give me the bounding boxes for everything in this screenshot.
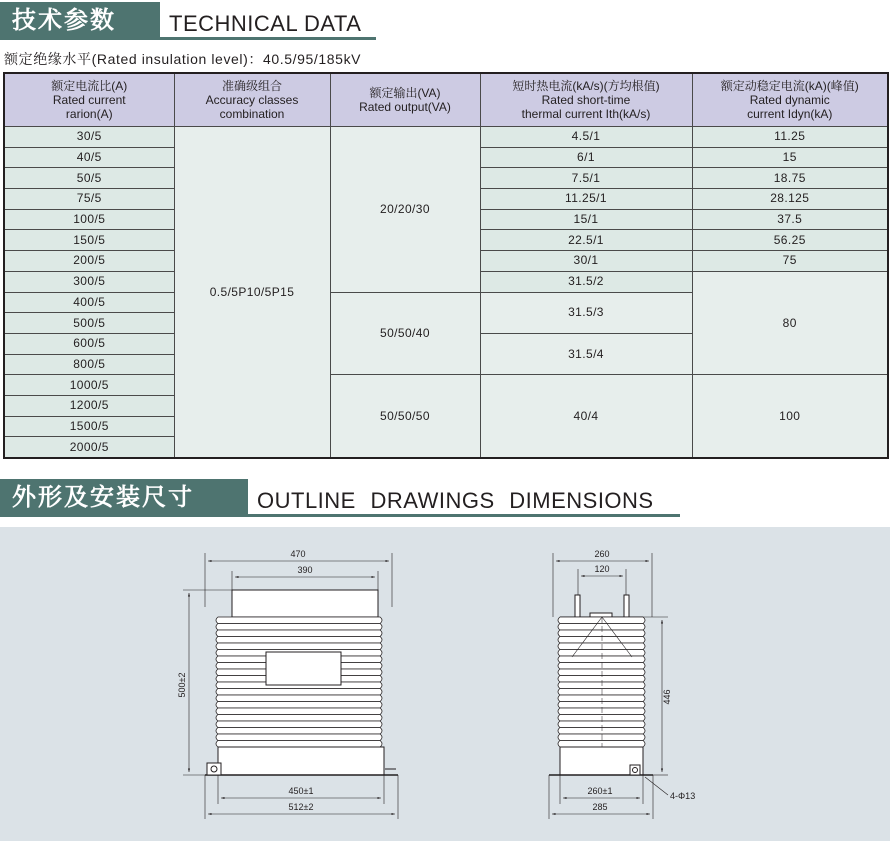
front-rib: [216, 695, 382, 702]
ratio-cell: 100/5: [4, 209, 174, 230]
front-dim-mount: 450±1: [288, 786, 314, 796]
ratio-cell: 40/5: [4, 147, 174, 168]
thermal-cell: 31.5/4: [480, 333, 692, 374]
output-cell: 50/50/50: [330, 375, 480, 458]
thermal-cell: 31.5/2: [480, 271, 692, 292]
front-rib: [216, 741, 382, 748]
technical-data-table: [3, 72, 889, 459]
side-dim-width: 260: [594, 549, 610, 559]
dynamic-cell: 80: [692, 271, 888, 374]
side-rib: [558, 630, 645, 637]
side-dim-mount: 260±1: [587, 786, 613, 796]
header-output: 额定输出(VA) Rated output(VA): [330, 73, 480, 127]
side-rib: [558, 715, 645, 722]
ratio-cell: 800/5: [4, 354, 174, 375]
outline-drawings-header: [0, 479, 684, 517]
outline-drawings-panel: [0, 527, 890, 841]
side-corrugated-body: [558, 617, 645, 747]
side-rib: [558, 650, 645, 657]
side-rib: [558, 624, 645, 631]
technical-data-header: [0, 2, 380, 40]
thermal-cell: 6/1: [480, 147, 692, 168]
thermal-cell: 15/1: [480, 209, 692, 230]
side-terminal-left: [575, 595, 580, 617]
front-base: [218, 747, 384, 775]
section-title-en: OUTLINE DRAWINGS DIMENSIONS: [257, 488, 654, 513]
front-view-drawing: [183, 553, 398, 819]
side-rib: [558, 637, 645, 644]
front-dim-base: 512±2: [288, 802, 314, 812]
side-hole-leader: [645, 777, 668, 795]
output-cell: 20/20/30: [330, 127, 480, 293]
front-rib: [216, 643, 382, 650]
front-terminal-window: [266, 652, 341, 685]
insulation-level: 额定绝缘水平(Rated insulation level)：40.5/95/185kV: [4, 51, 362, 67]
output-cell: 50/50/40: [330, 292, 480, 375]
front-rib: [216, 689, 382, 696]
front-ground-terminal: [207, 763, 221, 775]
dynamic-cell: 100: [692, 375, 888, 458]
ratio-cell: 30/5: [4, 127, 174, 148]
side-rib: [558, 734, 645, 741]
ratio-cell: 1500/5: [4, 416, 174, 437]
ratio-cell: 2000/5: [4, 437, 174, 458]
ratio-cell: 300/5: [4, 271, 174, 292]
header-dynamic: 额定动稳定电流(kA)(峰值) Rated dynamic current Idyn(kA): [692, 73, 888, 127]
table-row: [4, 375, 888, 396]
dynamic-cell: 28.125: [692, 189, 888, 210]
side-dim-base: 285: [592, 802, 608, 812]
thermal-cell: 22.5/1: [480, 230, 692, 251]
dynamic-cell: 11.25: [692, 127, 888, 148]
side-rib: [558, 676, 645, 683]
accuracy-cell: 0.5/5P10/5P15: [174, 127, 330, 459]
table-row: [4, 127, 888, 148]
side-rib: [558, 669, 645, 676]
side-rib: [558, 721, 645, 728]
header-current-ratio: 额定电流比(A) Rated current rarion(A): [4, 73, 174, 127]
thermal-cell: 31.5/3: [480, 292, 692, 333]
front-rib: [216, 637, 382, 644]
dynamic-cell: 56.25: [692, 230, 888, 251]
front-rib: [216, 715, 382, 722]
ratio-cell: 150/5: [4, 230, 174, 251]
front-rib: [216, 708, 382, 715]
thermal-cell: 30/1: [480, 251, 692, 272]
front-rib: [216, 702, 382, 709]
front-rib: [216, 617, 382, 624]
side-rib: [558, 663, 645, 670]
side-rib: [558, 682, 645, 689]
front-dim-height: 500±2: [177, 672, 187, 698]
front-rib: [216, 734, 382, 741]
ratio-cell: 600/5: [4, 333, 174, 354]
front-rib: [216, 630, 382, 637]
ratio-cell: 200/5: [4, 251, 174, 272]
side-rib: [558, 689, 645, 696]
side-view-drawing: [549, 553, 668, 819]
section-title-en: TECHNICAL DATA: [169, 11, 362, 36]
side-rib: [558, 643, 645, 650]
table-header-row: [4, 73, 888, 127]
thermal-cell: 7.5/1: [480, 168, 692, 189]
thermal-cell: 40/4: [480, 375, 692, 458]
section-title-zh: 外形及安装尺寸: [0, 479, 248, 517]
side-dim-inner: 120: [594, 564, 610, 574]
front-top-cap: [232, 590, 378, 617]
ratio-cell: 75/5: [4, 189, 174, 210]
dynamic-cell: 18.75: [692, 168, 888, 189]
side-hole-spec: 4-Φ13: [670, 791, 696, 801]
front-dim-width: 470: [290, 549, 306, 559]
section-title-zh: 技术参数: [0, 2, 160, 40]
side-dim-height: 446: [662, 689, 672, 705]
thermal-cell: 4.5/1: [480, 127, 692, 148]
front-rib: [216, 624, 382, 631]
dynamic-cell: 37.5: [692, 209, 888, 230]
dynamic-cell: 15: [692, 147, 888, 168]
front-rib: [216, 728, 382, 735]
side-rib: [558, 741, 645, 748]
side-rib: [558, 708, 645, 715]
header-rule: [248, 514, 680, 517]
thermal-cell: 11.25/1: [480, 189, 692, 210]
header-accuracy: 准确级组合 Accuracy classes combination: [174, 73, 330, 127]
side-terminal-right: [624, 595, 629, 617]
side-rib: [558, 728, 645, 735]
ratio-cell: 400/5: [4, 292, 174, 313]
side-ground-terminal: [630, 765, 640, 775]
ratio-cell: 1200/5: [4, 395, 174, 416]
dynamic-cell: 75: [692, 251, 888, 272]
header-rule: [160, 37, 376, 40]
ratio-cell: 1000/5: [4, 375, 174, 396]
front-dim-inner: 390: [297, 565, 313, 575]
header-thermal: 短时热电流(kA/s)(方均根值) Rated short-time thermal current Ith(kA/s): [480, 73, 692, 127]
side-rib: [558, 702, 645, 709]
ratio-cell: 50/5: [4, 168, 174, 189]
side-rib: [558, 695, 645, 702]
front-rib: [216, 721, 382, 728]
ratio-cell: 500/5: [4, 313, 174, 334]
outline-drawings-svg: [0, 527, 890, 841]
